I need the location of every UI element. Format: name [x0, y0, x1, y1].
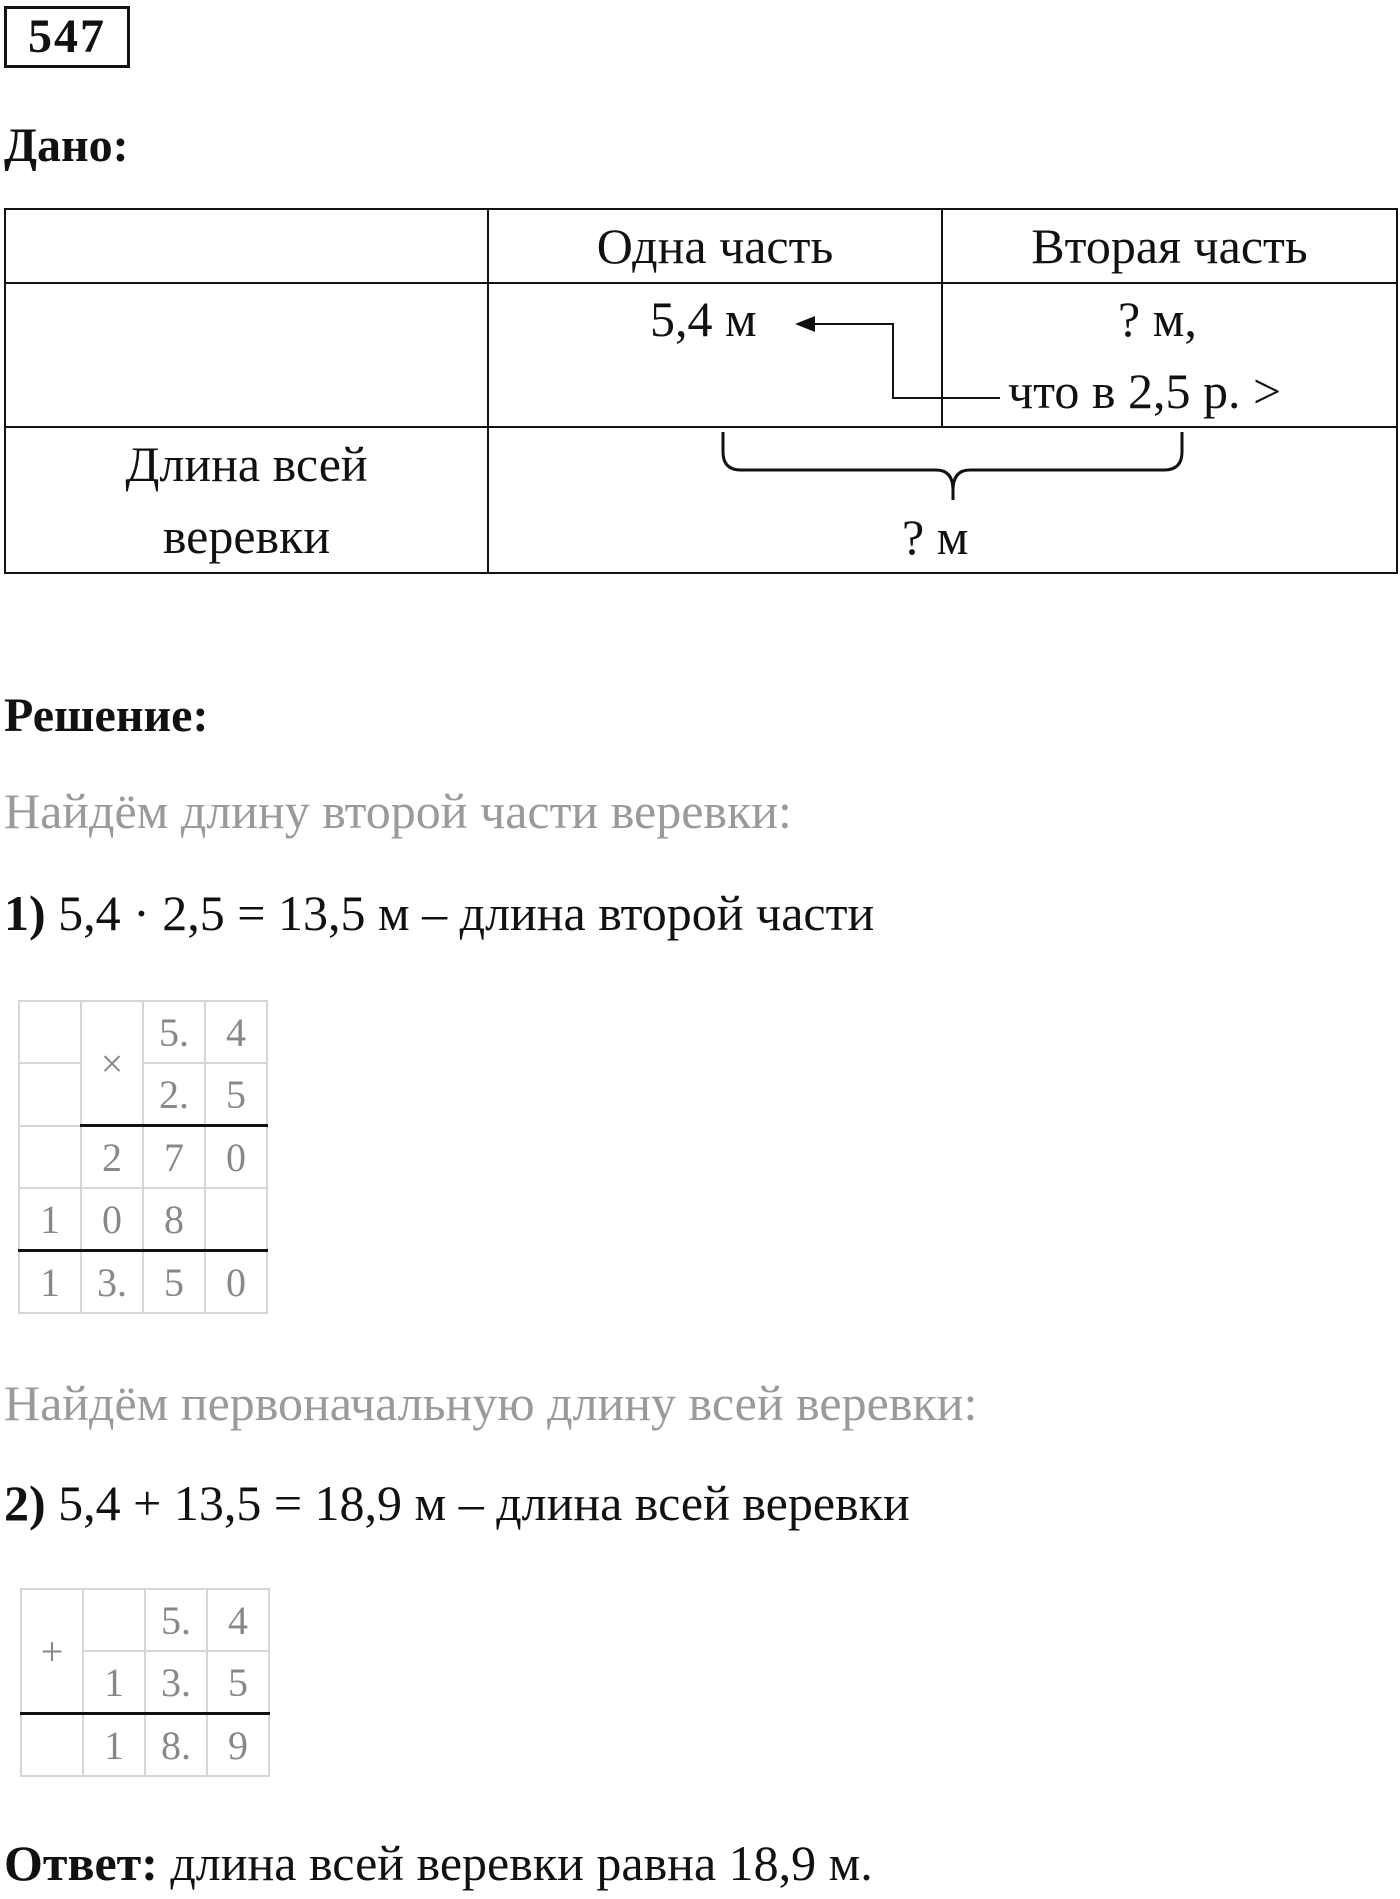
add-row [21, 1714, 269, 1777]
mult-cell [19, 1001, 81, 1063]
multiply-sign: × [81, 1001, 143, 1126]
part1-value: 5,4 м [650, 291, 757, 347]
step-1-number: 1) [4, 885, 46, 941]
part2-value: ? м, [1118, 291, 1197, 347]
mult-cell: 4 [205, 1001, 267, 1063]
mult-cell [205, 1188, 267, 1251]
step-2 [4, 1474, 910, 1532]
given-heading: Дано: [4, 119, 129, 172]
problem-number: 547 [4, 6, 130, 68]
mult-row [19, 1001, 267, 1063]
answer-text: длина всей веревки равна 18,9 м. [170, 1835, 873, 1891]
multiplication-grid [18, 1000, 268, 1314]
mult-cell: 5. [143, 1001, 205, 1063]
row-label-line2: веревки [162, 508, 331, 564]
mult-row [19, 1126, 267, 1189]
part2-relation: что в 2,5 р. > [1008, 363, 1282, 419]
table-header-part2: Вторая часть [942, 209, 1397, 283]
add-cell [83, 1589, 145, 1651]
mult-cell: 0 [205, 1126, 267, 1189]
step-1-text: 5,4 · 2,5 = 13,5 м – длина второй части [58, 885, 875, 941]
relation-diagram [0, 0, 1400, 620]
total-value: ? м [902, 509, 969, 565]
plus-sign: + [21, 1589, 83, 1714]
step-2-text: 5,4 + 13,5 = 18,9 м – длина всей веревки [58, 1475, 910, 1531]
solution-heading: Решение: [4, 689, 209, 742]
row-label-line1: Длина всей [125, 436, 368, 492]
relation-arrow [812, 324, 1000, 398]
mult-cell [19, 1063, 81, 1126]
answer-label: Ответ: [4, 1835, 158, 1891]
add-cell [21, 1714, 83, 1777]
arrowhead-icon [795, 316, 815, 332]
add-cell: 3. [145, 1651, 207, 1714]
step-2-number: 2) [4, 1475, 46, 1531]
mult-cell: 0 [81, 1188, 143, 1251]
table-header-part1: Одна часть [488, 209, 942, 283]
answer [4, 1834, 873, 1892]
mult-cell: 8 [143, 1188, 205, 1251]
mult-cell: 1 [19, 1251, 81, 1314]
addition-grid [20, 1588, 270, 1777]
add-cell: 8. [145, 1714, 207, 1777]
mult-cell: 1 [19, 1188, 81, 1251]
total-brace [723, 432, 1182, 500]
mult-row [19, 1063, 267, 1126]
mult-cell: 3. [81, 1251, 143, 1314]
mult-cell: 5 [143, 1251, 205, 1314]
hint-1: Найдём длину второй части веревки: [4, 783, 792, 839]
mult-row [19, 1188, 267, 1251]
add-cell: 4 [207, 1589, 269, 1651]
add-cell: 1 [83, 1714, 145, 1777]
add-row [21, 1589, 269, 1651]
mult-cell: 2 [81, 1126, 143, 1189]
add-cell: 1 [83, 1651, 145, 1714]
hint-2: Найдём первоначальную длину всей веревки: [4, 1375, 978, 1431]
mult-row [19, 1251, 267, 1314]
mult-cell [19, 1126, 81, 1189]
add-cell: 5. [145, 1589, 207, 1651]
add-cell: 5 [207, 1651, 269, 1714]
step-1 [4, 884, 874, 942]
add-cell: 9 [207, 1714, 269, 1777]
mult-cell: 7 [143, 1126, 205, 1189]
mult-cell: 0 [205, 1251, 267, 1314]
mult-cell: 5 [205, 1063, 267, 1126]
mult-cell: 2. [143, 1063, 205, 1126]
